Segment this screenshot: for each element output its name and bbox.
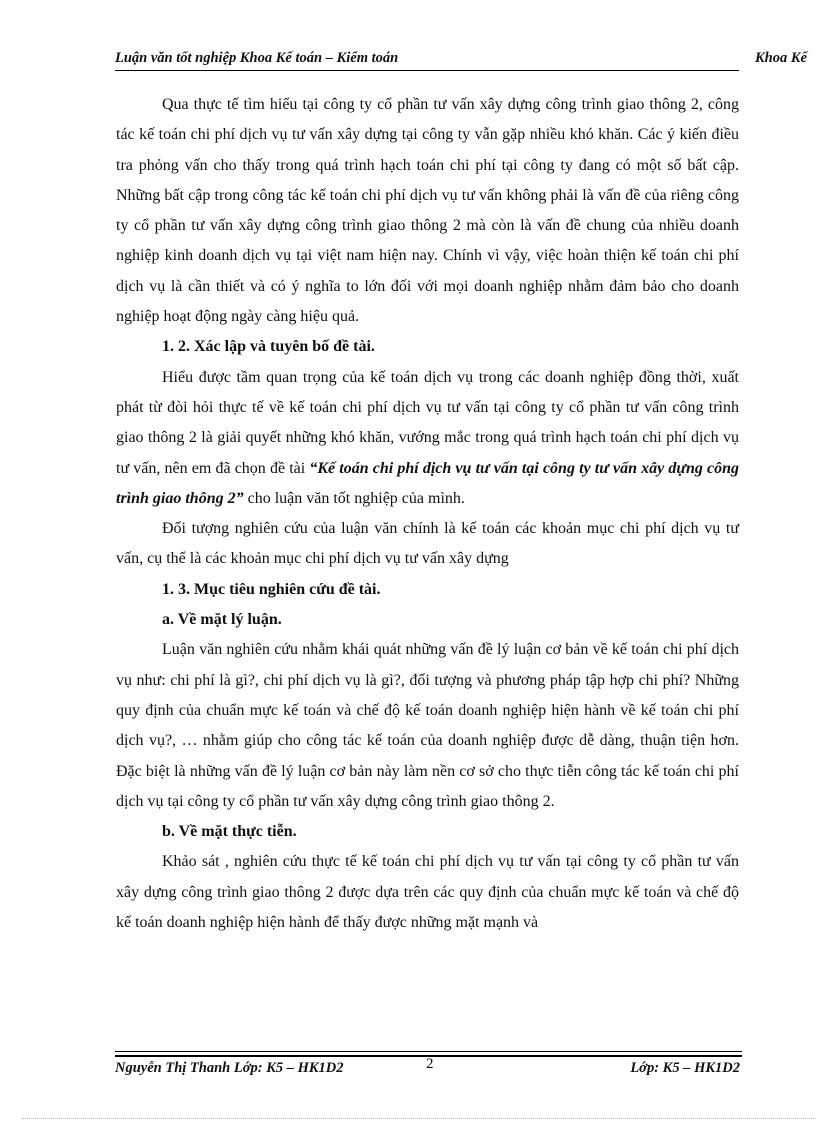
header-left-text: Luận văn tốt nghiệp Khoa Kế toán – Kiểm toán <box>115 50 399 66</box>
paragraph-practice: Khảo sát , nghiên cứu thực tế kế toán chi phí dịch vụ tư vấn tại công ty cổ phần tư vấn xây dựng công trình giao thông 2 được dựa trên các quy định của chuẩn mực kế toán và chế độ kế toán doanh nghiệp hiện hành để thấy được những mặt mạnh và <box>116 853 739 932</box>
header-right-text: Khoa Kế <box>755 50 807 66</box>
section-heading-1-2: 1. 2. Xác lập và tuyên bố đề tài. <box>162 338 375 356</box>
subheading-practice: b. Về mặt thực tiễn. <box>162 823 297 841</box>
paragraph-topic-end: cho luận văn tốt nghiệp của mình. <box>243 489 465 507</box>
footer-author: Nguyễn Thị Thanh Lớp: K5 – HK1D2 <box>115 1060 344 1076</box>
page-footer <box>115 1058 742 1080</box>
page-header <box>115 48 816 70</box>
header-divider <box>115 70 739 71</box>
page-number: 2 <box>426 1056 434 1072</box>
page-bottom-dotted-line <box>22 1118 816 1119</box>
paragraph-topic <box>116 363 739 514</box>
section-heading-1-3: 1. 3. Mục tiêu nghiên cứu đề tài. <box>162 580 381 598</box>
paragraph-topic-start: Hiểu được tầm quan trọng của kế toán dịch vụ trong các doanh nghiệp đồng thời, xuất phát từ đòi hỏi thực tế về kế toán chi phí dịch vụ tư vấn tại công ty cổ phần tư vấn công trình giao thông 2 là giải quyết những khó khăn, vướng mắc trong quá trình hạch toán chi phí dịch vụ tư vấn, nên em đã chọn đề tài <box>116 368 739 477</box>
footer-divider-thin <box>115 1051 742 1052</box>
paragraph-object: Đối tượng nghiên cứu của luận văn chính là kế toán các khoản mục chi phí dịch vụ tư vấn, cụ thể là các khoản mục chi phí dịch vụ tư vấn xây dựng <box>116 520 739 568</box>
subheading-theory: a. Về mặt lý luận. <box>162 611 282 629</box>
paragraph-intro: Qua thực tế tìm hiểu tại công ty cổ phần tư vấn xây dựng công trình giao thông 2, công tác kế toán chi phí dịch vụ tư vấn xây dựng tại công ty vẫn gặp nhiều khó khăn. Các ý kiến điều tra phỏng vấn cho thấy trong quá trình hạch toán chi phí tại công ty đang có một số bất cập. Những bất cập trong công tác kế toán chi phí dịch vụ tư vấn không phải là vấn đề của riêng công ty cổ phần tư vấn xây dựng công trình giao thông 2 mà còn là vấn đề chung của nhiều doanh nghiệp kinh doanh dịch vụ tại việt nam hiện nay. Chính vì vậy, việc hoàn thiện kế toán chi phí dịch vụ là cần thiết và có ý nghĩa to lớn đối với mọi doanh nghiệp nhằm đảm bảo cho doanh nghiệp hoạt động ngày càng hiệu quả. <box>116 96 739 326</box>
document-body <box>116 90 739 938</box>
thesis-title: “Kế toán chi phí dịch vụ tư vấn tại công ty tư vấn xây dựng công trình giao thông 2” <box>116 459 739 507</box>
paragraph-theory: Luận văn nghiên cứu nhằm khái quát những vấn đề lý luận cơ bản về kế toán chi phí dịch vụ như: chi phí là gì?, chi phí dịch vụ là gì?, đối tượng và phương pháp tập hợp chi phí? Những quy định của chuẩn mực kế toán và chế độ kế toán doanh nghiệp hiện hành về kế toán chi phí dịch vụ?, … nhằm giúp cho công tác kế toán của doanh nghiệp được dễ dàng, thuận tiện hơn. Đặc biệt là những vấn đề lý luận cơ bản này làm nền cơ sở cho thực tiễn công tác kế toán chi phí dịch vụ tại công ty cổ phần tư vấn xây dựng công trình giao thông 2. <box>116 641 739 810</box>
footer-class: Lớp: K5 – HK1D2 <box>630 1060 740 1076</box>
